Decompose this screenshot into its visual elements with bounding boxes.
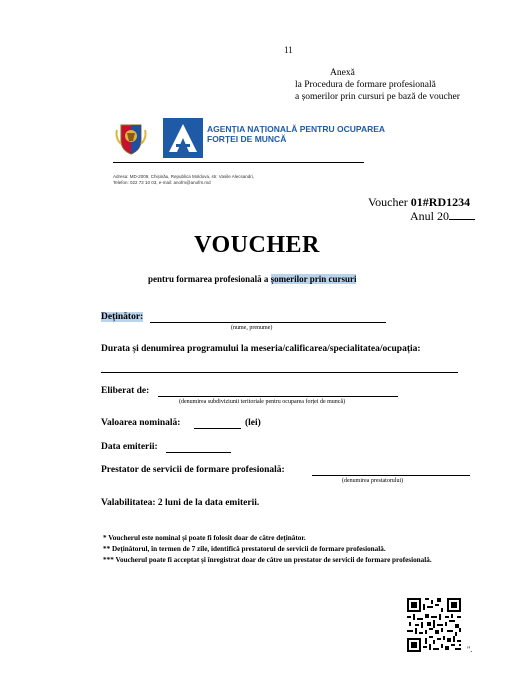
qr-code-icon: [407, 598, 461, 652]
document-subtitle: [148, 274, 356, 284]
voucher-number: [368, 195, 470, 210]
header-divider: [113, 162, 364, 163]
value-label: Valoarea nominală:: [101, 418, 181, 428]
date-line[interactable]: [166, 452, 231, 453]
holder-label-text: Deținător:: [101, 312, 144, 322]
program-label: Durata și denumirea programului la meseria/calificarea/specialitatea/ocupația:: [101, 344, 421, 354]
notes: [103, 533, 475, 566]
annex-line-3: a șomerilor prin cursuri pe bază de voucher: [295, 92, 460, 102]
annex-line-1: Anexă: [330, 68, 355, 78]
annex-heading: [295, 67, 460, 103]
document-title: VOUCHER: [194, 232, 320, 258]
provider-label: Prestator de servicii de formare profesională:: [101, 465, 285, 475]
note-1: * Voucherul este nominal și poate fi folosit doar de către deținător.: [103, 534, 306, 542]
provider-line[interactable]: [312, 475, 470, 476]
closing-mark: ".: [467, 645, 473, 654]
holder-hint: (nume, prenume): [231, 325, 273, 331]
holder-label: [101, 312, 143, 322]
voucher-prefix: Voucher: [368, 195, 411, 209]
agency-name: [207, 124, 385, 144]
annex-line-2: la Procedura de formare profesională: [295, 80, 436, 90]
address-line-2: Telefon: 022 72 10 03, e-mail: anofm@anofm.md: [113, 180, 211, 185]
address-line-1: Adresa: MD-2009, Chișinău, Republica Moldova, str. Vasile Alecsandri,: [113, 174, 254, 179]
provider-hint: (denumirea prestatorului): [342, 478, 404, 484]
page-number: 11: [284, 45, 293, 55]
holder-line[interactable]: [150, 322, 386, 323]
issued-label: Eliberat de:: [101, 386, 150, 396]
agency-name-line-1: AGENȚIA NAȚIONALĂ PENTRU OCUPAREA: [207, 124, 386, 134]
date-label: Data emiterii:: [101, 442, 158, 452]
note-3: *** Voucherul poate fi acceptat și înregistrat doar de către un prestator de servicii de formare profesională.: [103, 556, 432, 564]
voucher-year: [410, 209, 475, 224]
value-line[interactable]: [194, 428, 241, 429]
anofm-logo-icon: [163, 118, 203, 158]
voucher-code: 01#RD1234: [410, 195, 471, 209]
year-blank[interactable]: [449, 209, 475, 220]
issued-line[interactable]: [158, 396, 398, 397]
agency-address: [113, 174, 254, 186]
year-label: Anul 20: [410, 209, 449, 223]
agency-name-line-2: FORȚEI DE MUNCĂ: [207, 134, 287, 144]
validity-text: Valabilitatea: 2 luni de la data emiterii.: [101, 498, 260, 508]
subtitle-part-1: pentru formarea profesională a: [148, 274, 271, 284]
coat-of-arms-icon: [113, 120, 149, 156]
program-line[interactable]: [101, 372, 458, 373]
value-unit: (lei): [245, 418, 261, 428]
note-2: ** Deținătorul, în termen de 7 zile, identifică prestatorul de servicii de formare profesională.: [103, 545, 386, 553]
subtitle-highlight: șomerilor prin cursuri: [270, 274, 357, 284]
issued-hint: (denumirea subdiviziunii teritoriale pentru ocuparea forței de muncă): [179, 399, 346, 405]
